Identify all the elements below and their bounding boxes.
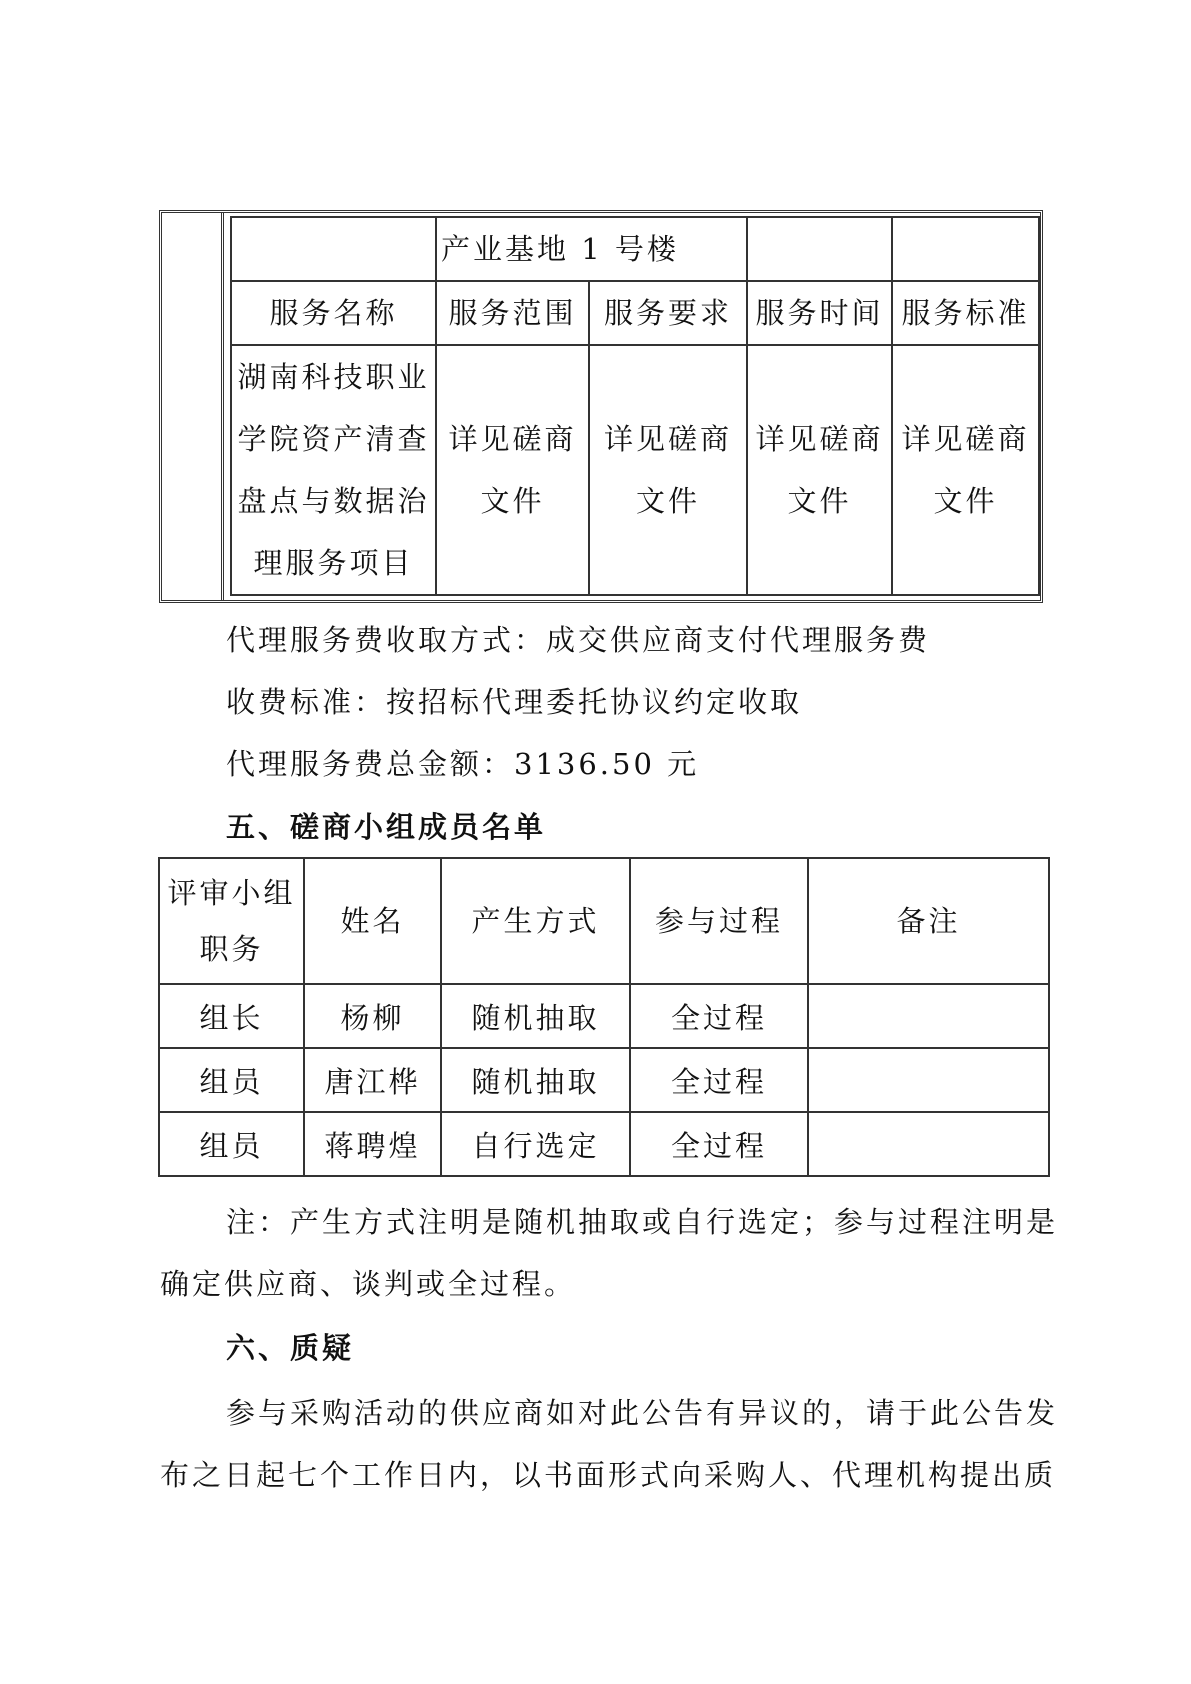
header-remark: 备注 [808,858,1049,984]
section6-paragraph-line: 参与采购活动的供应商如对此公告有异议的，请于此公告发 [226,1396,1059,1430]
service-scope-line: 文件 [480,484,545,518]
service-name-cell [231,345,436,595]
section5-note-line: 确定供应商、谈判或全过程。 [160,1267,577,1301]
top-row-empty-cell [231,217,436,281]
service-table-header-row [231,281,1039,345]
section6-heading: 六、质疑 [226,1331,355,1365]
header-process: 参与过程 [630,858,808,984]
service-standard-line: 详见磋商 [901,422,1030,456]
header-service-scope: 服务范围 [436,281,589,345]
section6-paragraph-line: 布之日起七个工作日内，以书面形式向采购人、代理机构提出质 [160,1458,1057,1492]
member-name: 蒋聘煌 [304,1112,441,1176]
member-name: 唐江桦 [304,1048,441,1112]
top-row-empty-cell [747,217,892,281]
panel-table-header-row [159,858,1049,984]
header-service-time: 服务时间 [747,281,892,345]
service-table-frame [159,210,1043,603]
service-time-line: 详见磋商 [755,422,884,456]
header-name: 姓名 [304,858,441,984]
service-time-cell [747,345,892,595]
service-name-line: 学院资产清查 [237,422,430,456]
fee-standard-text: 收费标准：按招标代理委托协议约定收取 [226,685,803,719]
section5-heading: 五、磋商小组成员名单 [226,810,547,844]
service-name-line: 理服务项目 [253,546,414,580]
member-process: 全过程 [630,984,808,1048]
member-remark [808,984,1049,1048]
member-process: 全过程 [630,1048,808,1112]
member-name: 杨柳 [304,984,441,1048]
section5-note-line: 注：产生方式注明是随机抽取或自行选定；参与过程注明是 [226,1205,1059,1239]
table-row [159,984,1049,1048]
fee-total-text: 代理服务费总金额：3136.50 元 [226,747,700,781]
header-method: 产生方式 [441,858,630,984]
header-role-line: 评审小组 [167,876,296,910]
service-name-line: 湖南科技职业 [237,360,430,394]
top-row-empty-cell [892,217,1039,281]
service-requirement-line: 详见磋商 [604,422,733,456]
member-role: 组员 [159,1112,304,1176]
member-role: 组员 [159,1048,304,1112]
service-requirement-line: 文件 [636,484,701,518]
member-remark [808,1112,1049,1176]
service-standard-line: 文件 [933,484,998,518]
service-standard-cell [892,345,1039,595]
table-row [159,1048,1049,1112]
header-service-standard: 服务标准 [892,281,1039,345]
service-requirement-cell [589,345,747,595]
service-scope-cell [436,345,589,595]
service-scope-line: 详见磋商 [448,422,577,456]
service-table [230,216,1040,596]
service-table-side-cell [162,213,224,600]
member-method: 随机抽取 [441,1048,630,1112]
service-table-top-row [231,217,1039,281]
header-service-name: 服务名称 [231,281,436,345]
service-table-data-row [231,345,1039,595]
panel-member-table [158,857,1050,1177]
member-role: 组长 [159,984,304,1048]
location-cell: 产业基地 1 号楼 [436,217,747,281]
header-service-requirement: 服务要求 [589,281,747,345]
table-row [159,1112,1049,1176]
service-time-line: 文件 [787,484,852,518]
member-process: 全过程 [630,1112,808,1176]
header-role [159,858,304,984]
header-role-line: 职务 [199,932,264,966]
fee-method-text: 代理服务费收取方式：成交供应商支付代理服务费 [226,623,931,657]
member-method: 自行选定 [441,1112,630,1176]
member-remark [808,1048,1049,1112]
service-name-line: 盘点与数据治 [237,484,430,518]
member-method: 随机抽取 [441,984,630,1048]
